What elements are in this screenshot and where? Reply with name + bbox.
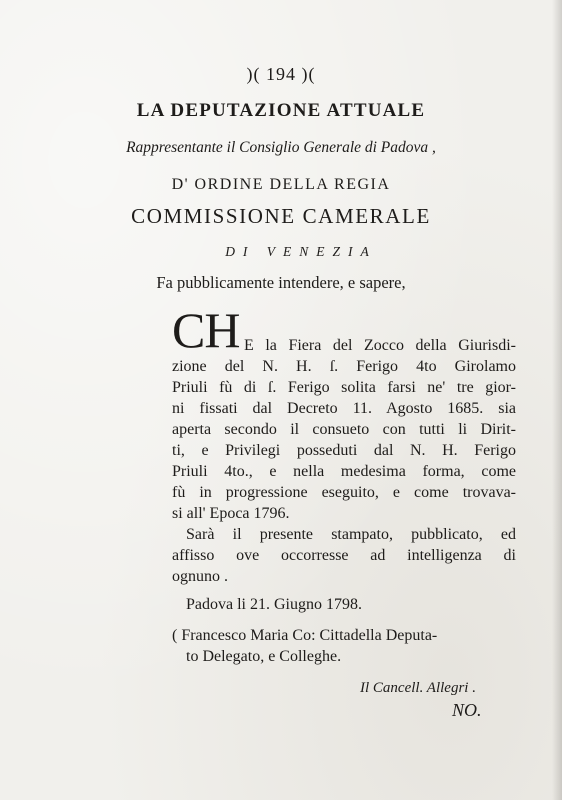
- signatory-line-1: ( Francesco Maria Co: Cittadella Deputa-: [172, 627, 438, 644]
- body-line-11: affisso ove occorresse ad intelligenza di: [172, 547, 516, 564]
- drop-cap: CH: [172, 302, 240, 358]
- body-line-5: aperta secondo il consueto con tutti li Dirit-: [172, 421, 516, 438]
- heading-ordine: D' ORDINE DELLA REGIA: [171, 176, 391, 193]
- body-line-3: Priuli fù di ſ. Ferigo solita farsi ne' tre gior-: [172, 379, 516, 396]
- body-line-2: zione del N. H. ſ. Ferigo 4to Girolamo: [172, 358, 516, 375]
- heading-rappresentante: Rappresentante il Consiglio Generale di Padova ,: [126, 139, 436, 156]
- body-line-8: fù in progressione eseguito, e come trovava-: [172, 484, 516, 501]
- heading-deputazione: LA DEPUTAZIONE ATTUALE: [136, 100, 426, 121]
- body-line-4: ni fissati dal Decreto 11. Agosto 1685. sia: [172, 400, 516, 417]
- heading-venezia: DI VENEZIA: [225, 244, 377, 259]
- signatory-line-2: to Delegato, e Colleghe.: [186, 648, 342, 665]
- no-mark: NO.: [452, 700, 482, 720]
- body-line-12: ognuno .: [172, 568, 228, 585]
- body-line-10: Sarà il presente stampato, pubblicato, ed: [186, 526, 516, 543]
- body-line-1: E la Fiera del Zocco della Giurisdi-: [244, 337, 516, 354]
- chancellor-signature: Il Cancell. Allegri .: [360, 680, 476, 696]
- body-line-9: si all' Epoca 1796.: [172, 505, 290, 522]
- heading-commissione: COMMISSIONE CAMERALE: [131, 204, 431, 228]
- heading-proclamation: Fa pubblicamente intendere, e sapere,: [156, 273, 406, 292]
- body-line-6: ti, e Privilegi posseduti dal N. H. Ferigo: [172, 442, 516, 459]
- page-number: )( 194 )(: [246, 64, 316, 84]
- date-line: Padova li 21. Giugno 1798.: [186, 596, 362, 613]
- body-line-7: Priuli 4to., e nella medesima forma, come: [172, 463, 516, 480]
